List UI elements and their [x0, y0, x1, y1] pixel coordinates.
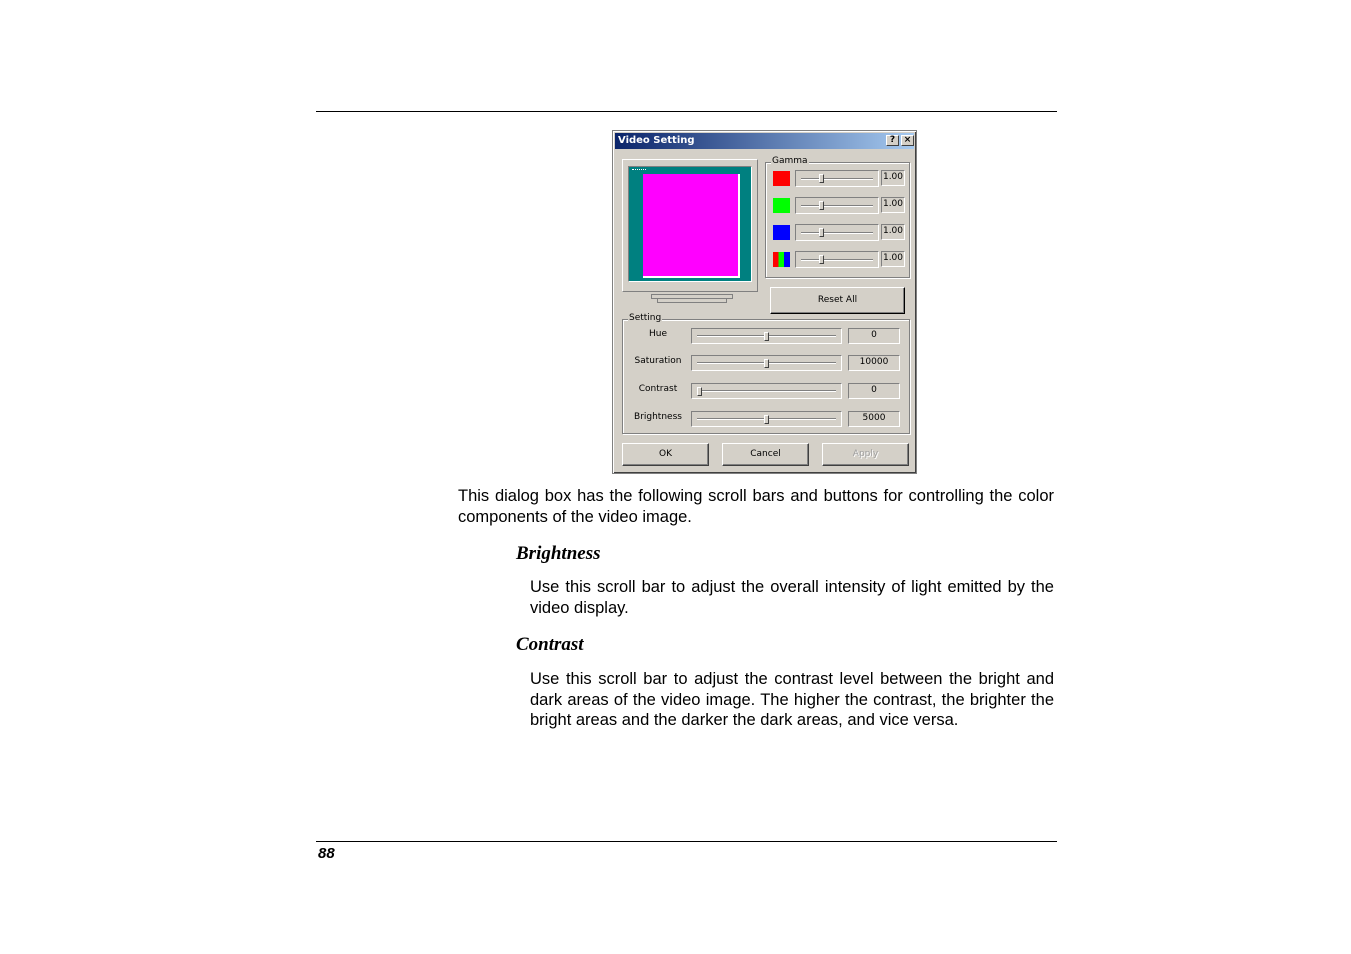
setting-slider-contrast-thumb[interactable] — [697, 387, 702, 396]
setting-label-brightness: Brightness — [634, 412, 682, 422]
page-number: 88 — [318, 845, 335, 862]
gamma-group — [765, 156, 910, 278]
close-button[interactable] — [901, 135, 914, 146]
gamma-slider-red-thumb[interactable] — [819, 174, 824, 183]
brightness-heading: Brightness — [516, 543, 601, 564]
gamma-swatch-red — [773, 171, 790, 186]
setting-slider-brightness-thumb[interactable] — [764, 415, 769, 424]
gamma-swatch-green — [773, 198, 790, 213]
gamma-value-red[interactable]: 1.00 — [881, 170, 905, 186]
gamma-slider-all-thumb[interactable] — [819, 255, 824, 264]
close-icon: × — [903, 135, 912, 145]
gamma-slider-red[interactable] — [795, 170, 879, 187]
gamma-swatch-all — [773, 252, 790, 267]
help-icon: ? — [889, 135, 896, 145]
header-rule — [316, 111, 1057, 112]
gamma-value-all[interactable]: 1.00 — [881, 251, 905, 267]
monitor-screen — [628, 166, 752, 282]
gamma-slider-red-track — [801, 178, 873, 180]
contrast-heading: Contrast — [516, 634, 584, 655]
gamma-label: Gamma — [772, 156, 808, 166]
setting-label-hue: Hue — [648, 329, 667, 339]
setting-value-saturation[interactable]: 10000 — [848, 355, 900, 371]
intro-paragraph: This dialog box has the following scroll bars and buttons for controlling the color components of the video image. — [458, 487, 1054, 526]
setting-slider-brightness[interactable] — [691, 411, 842, 427]
dialog-titlebar[interactable] — [615, 133, 914, 149]
gamma-value-green[interactable]: 1.00 — [881, 197, 905, 213]
gamma-slider-all[interactable] — [795, 251, 879, 268]
video-setting-dialog — [612, 130, 917, 474]
color-preview — [643, 174, 740, 278]
setting-group — [622, 313, 910, 434]
setting-slider-contrast-track — [697, 390, 836, 392]
gamma-slider-green-thumb[interactable] — [819, 201, 824, 210]
setting-slider-contrast[interactable] — [691, 383, 842, 399]
setting-slider-saturation[interactable] — [691, 355, 842, 371]
gamma-slider-all-track — [801, 259, 873, 261]
monitor-screen-dots — [632, 169, 646, 173]
ok-button[interactable]: OK — [622, 443, 709, 466]
reset-all-button[interactable]: Reset All — [770, 287, 905, 314]
gamma-swatch-blue — [773, 225, 790, 240]
setting-slider-hue-thumb[interactable] — [764, 332, 769, 341]
setting-label-contrast: Contrast — [638, 384, 678, 394]
dialog-title: Video Setting — [618, 135, 695, 146]
cancel-button[interactable]: Cancel — [722, 443, 809, 466]
help-button[interactable] — [886, 135, 899, 146]
setting-value-hue[interactable]: 0 — [848, 328, 900, 344]
monitor-foot — [657, 299, 727, 303]
gamma-value-blue[interactable]: 1.00 — [881, 224, 905, 240]
footer-rule — [316, 841, 1057, 842]
setting-label-saturation: Saturation — [634, 356, 682, 366]
brightness-description: Use this scroll bar to adjust the overall intensity of light emitted by the video display. — [530, 578, 1054, 617]
gamma-slider-green-track — [801, 205, 873, 207]
setting-value-contrast[interactable]: 0 — [848, 383, 900, 399]
setting-label: Setting — [629, 313, 662, 323]
setting-slider-hue[interactable] — [691, 328, 842, 344]
gamma-slider-blue[interactable] — [795, 224, 879, 241]
gamma-slider-blue-thumb[interactable] — [819, 228, 824, 237]
setting-value-brightness[interactable]: 5000 — [848, 411, 900, 427]
monitor-preview-frame — [622, 159, 758, 292]
apply-button[interactable]: Apply — [822, 443, 909, 466]
contrast-description: Use this scroll bar to adjust the contrast level between the bright and dark areas of the video image. The higher the contrast, the brighter the bright areas and the darker the dark areas, and vice versa. — [530, 670, 1054, 729]
gamma-slider-blue-track — [801, 232, 873, 234]
setting-slider-saturation-thumb[interactable] — [764, 359, 769, 368]
gamma-slider-green[interactable] — [795, 197, 879, 214]
